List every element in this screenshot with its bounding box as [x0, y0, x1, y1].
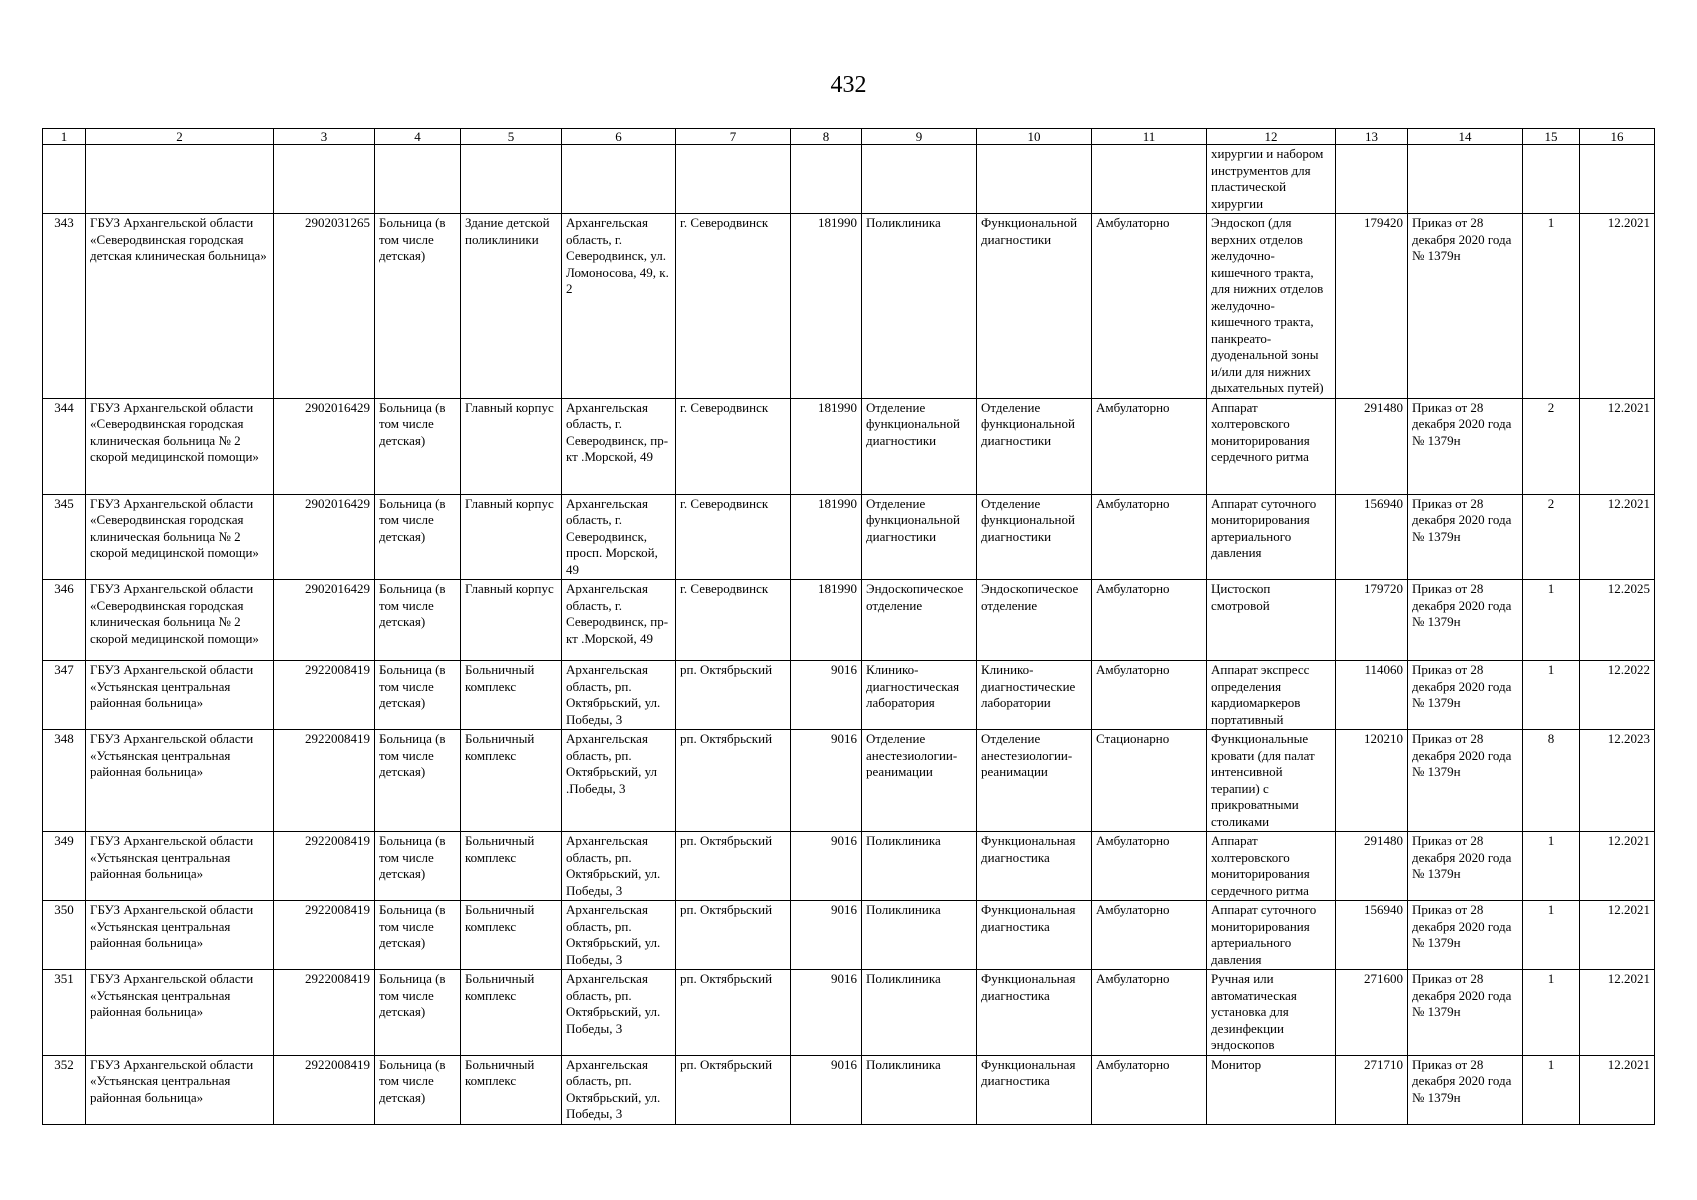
cost-cell: 156940 — [1336, 494, 1408, 580]
building-cell: Больничный комплекс — [461, 730, 562, 832]
inn-cell: 2922008419 — [274, 661, 375, 730]
quantity-cell: 1 — [1523, 970, 1580, 1056]
facility-type-cell: Больница (в том числе детская) — [375, 1055, 461, 1124]
equipment-continuation: хирургии и набором инструментов для пластической хирургии — [1207, 145, 1336, 214]
date-cell: 12.2021 — [1580, 214, 1655, 399]
care-type-cell: Амбулаторно — [1092, 661, 1207, 730]
inn-cell: 2922008419 — [274, 832, 375, 901]
date-cell: 12.2025 — [1580, 580, 1655, 661]
department-cell: Эндоскопическое отделение — [862, 580, 977, 661]
facility-type-cell: Больница (в том числе детская) — [375, 580, 461, 661]
equipment-cell: Аппарат суточного мониторирования артериального давления — [1207, 901, 1336, 970]
organization-cell: ГБУЗ Архангельской области «Устьянская центральная районная больница» — [86, 901, 274, 970]
organization-cell: ГБУЗ Архангельской области «Северодвинская городская клиническая больница № 2 скорой медицинской помощи» — [86, 494, 274, 580]
column-number-16: 16 — [1580, 129, 1655, 145]
row-number-cell: 349 — [43, 832, 86, 901]
care-type-cell: Амбулаторно — [1092, 901, 1207, 970]
column-number-row — [43, 129, 1655, 145]
column-number-7: 7 — [676, 129, 791, 145]
population-cell: 9016 — [791, 730, 862, 832]
inn-cell: 2922008419 — [274, 970, 375, 1056]
building-cell: Больничный комплекс — [461, 970, 562, 1056]
column-number-10: 10 — [977, 129, 1092, 145]
locality-cell: рп. Октябрьский — [676, 970, 791, 1056]
cost-cell: 179720 — [1336, 580, 1408, 661]
table-row — [43, 1055, 1655, 1124]
order-cell: Приказ от 28 декабря 2020 года № 1379н — [1408, 1055, 1523, 1124]
cost-cell: 114060 — [1336, 661, 1408, 730]
organization-cell: ГБУЗ Архангельской области «Северодвинская городская клиническая больница № 2 скорой медицинской помощи» — [86, 398, 274, 494]
date-cell: 12.2023 — [1580, 730, 1655, 832]
column-number-4: 4 — [375, 129, 461, 145]
department-cell: Поликлиника — [862, 970, 977, 1056]
column-number-3: 3 — [274, 129, 375, 145]
row-number-cell: 350 — [43, 901, 86, 970]
address-cell: Архангельская область, г. Северодвинск, ул. Ломоносова, 49, к. 2 — [562, 214, 676, 399]
department-profile-cell: Функциональная диагностика — [977, 901, 1092, 970]
column-number-14: 14 — [1408, 129, 1523, 145]
department-cell: Клинико-диагностическая лаборатория — [862, 661, 977, 730]
row-number-cell: 346 — [43, 580, 86, 661]
order-cell: Приказ от 28 декабря 2020 года № 1379н — [1408, 730, 1523, 832]
address-cell: Архангельская область, г. Северодвинск, пр-кт .Морской, 49 — [562, 580, 676, 661]
inn-cell: 2922008419 — [274, 901, 375, 970]
equipment-cell: Монитор — [1207, 1055, 1336, 1124]
table-row — [43, 494, 1655, 580]
column-number-13: 13 — [1336, 129, 1408, 145]
department-cell: Отделение анестезиологии-реанимации — [862, 730, 977, 832]
population-cell: 9016 — [791, 661, 862, 730]
department-profile-cell: Отделение анестезиологии-реанимации — [977, 730, 1092, 832]
quantity-cell: 1 — [1523, 901, 1580, 970]
table-row — [43, 580, 1655, 661]
locality-cell: г. Северодвинск — [676, 214, 791, 399]
building-cell: Больничный комплекс — [461, 661, 562, 730]
department-profile-cell: Клинико-диагностические лаборатории — [977, 661, 1092, 730]
order-cell: Приказ от 28 декабря 2020 года № 1379н — [1408, 398, 1523, 494]
column-number-1: 1 — [43, 129, 86, 145]
organization-cell: ГБУЗ Архангельской области «Северодвинская городская детская клиническая больница» — [86, 214, 274, 399]
building-cell: Здание детской поликлиники — [461, 214, 562, 399]
building-cell: Больничный комплекс — [461, 832, 562, 901]
organization-cell: ГБУЗ Архангельской области «Устьянская центральная районная больница» — [86, 1055, 274, 1124]
table-row — [43, 398, 1655, 494]
building-cell: Больничный комплекс — [461, 1055, 562, 1124]
building-cell: Главный корпус — [461, 494, 562, 580]
organization-cell: ГБУЗ Архангельской области «Устьянская центральная районная больница» — [86, 730, 274, 832]
facility-type-cell: Больница (в том числе детская) — [375, 901, 461, 970]
column-number-12: 12 — [1207, 129, 1336, 145]
population-cell: 181990 — [791, 214, 862, 399]
order-cell: Приказ от 28 декабря 2020 года № 1379н — [1408, 214, 1523, 399]
address-cell: Архангельская область, рп. Октябрьский, ул. Победы, 3 — [562, 970, 676, 1056]
population-cell: 181990 — [791, 580, 862, 661]
order-cell: Приказ от 28 декабря 2020 года № 1379н — [1408, 901, 1523, 970]
column-number-11: 11 — [1092, 129, 1207, 145]
order-cell: Приказ от 28 декабря 2020 года № 1379н — [1408, 970, 1523, 1056]
facility-type-cell: Больница (в том числе детская) — [375, 661, 461, 730]
page-number: 432 — [830, 72, 867, 98]
locality-cell: рп. Октябрьский — [676, 832, 791, 901]
row-number-cell: 348 — [43, 730, 86, 832]
register-table — [42, 128, 1655, 1125]
cost-cell: 179420 — [1336, 214, 1408, 399]
cost-cell: 120210 — [1336, 730, 1408, 832]
column-number-6: 6 — [562, 129, 676, 145]
locality-cell: г. Северодвинск — [676, 580, 791, 661]
locality-cell: рп. Октябрьский — [676, 730, 791, 832]
cost-cell: 291480 — [1336, 398, 1408, 494]
cost-cell: 156940 — [1336, 901, 1408, 970]
building-cell: Главный корпус — [461, 580, 562, 661]
department-profile-cell: Эндоскопическое отделение — [977, 580, 1092, 661]
inn-cell: 2902016429 — [274, 398, 375, 494]
cost-cell: 271600 — [1336, 970, 1408, 1056]
continuation-row — [43, 145, 1655, 214]
quantity-cell: 2 — [1523, 494, 1580, 580]
quantity-cell: 1 — [1523, 1055, 1580, 1124]
equipment-cell: Функциональные кровати (для палат интенсивной терапии) с прикроватными столиками — [1207, 730, 1336, 832]
quantity-cell: 1 — [1523, 832, 1580, 901]
locality-cell: рп. Октябрьский — [676, 1055, 791, 1124]
cost-cell: 271710 — [1336, 1055, 1408, 1124]
date-cell: 12.2021 — [1580, 832, 1655, 901]
table-row — [43, 661, 1655, 730]
column-number-5: 5 — [461, 129, 562, 145]
care-type-cell: Амбулаторно — [1092, 832, 1207, 901]
organization-cell: ГБУЗ Архангельской области «Устьянская центральная районная больница» — [86, 661, 274, 730]
department-profile-cell: Функциональная диагностика — [977, 1055, 1092, 1124]
date-cell: 12.2021 — [1580, 901, 1655, 970]
equipment-cell: Ручная или автоматическая установка для дезинфекции эндоскопов — [1207, 970, 1336, 1056]
row-number-cell: 344 — [43, 398, 86, 494]
quantity-cell: 1 — [1523, 661, 1580, 730]
date-cell: 12.2021 — [1580, 970, 1655, 1056]
table-row — [43, 901, 1655, 970]
facility-type-cell: Больница (в том числе детская) — [375, 970, 461, 1056]
quantity-cell: 1 — [1523, 580, 1580, 661]
facility-type-cell: Больница (в том числе детская) — [375, 214, 461, 399]
date-cell: 12.2021 — [1580, 494, 1655, 580]
care-type-cell: Амбулаторно — [1092, 398, 1207, 494]
equipment-cell: Аппарат холтеровского мониторирования сердечного ритма — [1207, 398, 1336, 494]
row-number-cell: 345 — [43, 494, 86, 580]
care-type-cell: Амбулаторно — [1092, 214, 1207, 399]
facility-type-cell: Больница (в том числе детская) — [375, 398, 461, 494]
order-cell: Приказ от 28 декабря 2020 года № 1379н — [1408, 580, 1523, 661]
address-cell: Архангельская область, рп. Октябрьский, ул. Победы, 3 — [562, 832, 676, 901]
organization-cell: ГБУЗ Архангельской области «Северодвинская городская клиническая больница № 2 скорой медицинской помощи» — [86, 580, 274, 661]
address-cell: Архангельская область, рп. Октябрьский, ул. Победы, 3 — [562, 661, 676, 730]
inn-cell: 2922008419 — [274, 730, 375, 832]
date-cell: 12.2021 — [1580, 398, 1655, 494]
equipment-cell: Аппарат экспресс определения кардиомаркеров портативный — [1207, 661, 1336, 730]
organization-cell: ГБУЗ Архангельской области «Устьянская центральная районная больница» — [86, 832, 274, 901]
locality-cell: рп. Октябрьский — [676, 661, 791, 730]
quantity-cell: 1 — [1523, 214, 1580, 399]
order-cell: Приказ от 28 декабря 2020 года № 1379н — [1408, 494, 1523, 580]
department-cell: Поликлиника — [862, 832, 977, 901]
equipment-cell: Аппарат суточного мониторирования артериального давления — [1207, 494, 1336, 580]
building-cell: Главный корпус — [461, 398, 562, 494]
department-cell: Отделение функциональной диагностики — [862, 494, 977, 580]
care-type-cell: Амбулаторно — [1092, 580, 1207, 661]
care-type-cell: Стационарно — [1092, 730, 1207, 832]
column-number-9: 9 — [862, 129, 977, 145]
address-cell: Архангельская область, г. Северодвинск, пр-кт .Морской, 49 — [562, 398, 676, 494]
department-profile-cell: Функциональной диагностики — [977, 214, 1092, 399]
department-cell: Отделение функциональной диагностики — [862, 398, 977, 494]
row-number-cell: 352 — [43, 1055, 86, 1124]
cost-cell: 291480 — [1336, 832, 1408, 901]
column-number-8: 8 — [791, 129, 862, 145]
population-cell: 9016 — [791, 901, 862, 970]
table-row — [43, 730, 1655, 832]
facility-type-cell: Больница (в том числе детская) — [375, 832, 461, 901]
order-cell: Приказ от 28 декабря 2020 года № 1379н — [1408, 661, 1523, 730]
organization-cell: ГБУЗ Архангельской области «Устьянская центральная районная больница» — [86, 970, 274, 1056]
inn-cell: 2902016429 — [274, 580, 375, 661]
address-cell: Архангельская область, рп. Октябрьский, ул. Победы, 3 — [562, 1055, 676, 1124]
date-cell: 12.2022 — [1580, 661, 1655, 730]
date-cell: 12.2021 — [1580, 1055, 1655, 1124]
population-cell: 9016 — [791, 970, 862, 1056]
table-row — [43, 970, 1655, 1056]
population-cell: 181990 — [791, 494, 862, 580]
table-row — [43, 214, 1655, 399]
department-cell: Поликлиника — [862, 1055, 977, 1124]
department-profile-cell: Отделение функциональной диагностики — [977, 494, 1092, 580]
department-profile-cell: Функциональная диагностика — [977, 832, 1092, 901]
population-cell: 181990 — [791, 398, 862, 494]
equipment-cell: Аппарат холтеровского мониторирования сердечного ритма — [1207, 832, 1336, 901]
row-number-cell: 351 — [43, 970, 86, 1056]
address-cell: Архангельская область, рп. Октябрьский, ул .Победы, 3 — [562, 730, 676, 832]
population-cell: 9016 — [791, 1055, 862, 1124]
care-type-cell: Амбулаторно — [1092, 494, 1207, 580]
locality-cell: рп. Октябрьский — [676, 901, 791, 970]
order-cell: Приказ от 28 декабря 2020 года № 1379н — [1408, 832, 1523, 901]
table-row — [43, 832, 1655, 901]
address-cell: Архангельская область, г. Северодвинск, просп. Морской, 49 — [562, 494, 676, 580]
inn-cell: 2902016429 — [274, 494, 375, 580]
column-number-2: 2 — [86, 129, 274, 145]
column-number-15: 15 — [1523, 129, 1580, 145]
department-profile-cell: Функциональная диагностика — [977, 970, 1092, 1056]
care-type-cell: Амбулаторно — [1092, 1055, 1207, 1124]
inn-cell: 2922008419 — [274, 1055, 375, 1124]
population-cell: 9016 — [791, 832, 862, 901]
care-type-cell: Амбулаторно — [1092, 970, 1207, 1056]
equipment-cell: Эндоскоп (для верхних отделов желудочно-кишечного тракта, для нижних отделов желудочно-кишечного тракта, панкреато-дуоденальной зоны и/или для нижних дыхательных путей) — [1207, 214, 1336, 399]
department-cell: Поликлиника — [862, 901, 977, 970]
department-profile-cell: Отделение функциональной диагностики — [977, 398, 1092, 494]
inn-cell: 2902031265 — [274, 214, 375, 399]
row-number-cell: 347 — [43, 661, 86, 730]
quantity-cell: 2 — [1523, 398, 1580, 494]
department-cell: Поликлиника — [862, 214, 977, 399]
quantity-cell: 8 — [1523, 730, 1580, 832]
locality-cell: г. Северодвинск — [676, 494, 791, 580]
row-number-cell: 343 — [43, 214, 86, 399]
equipment-cell: Цистоскоп смотровой — [1207, 580, 1336, 661]
facility-type-cell: Больница (в том числе детская) — [375, 494, 461, 580]
building-cell: Больничный комплекс — [461, 901, 562, 970]
locality-cell: г. Северодвинск — [676, 398, 791, 494]
facility-type-cell: Больница (в том числе детская) — [375, 730, 461, 832]
address-cell: Архангельская область, рп. Октябрьский, ул. Победы, 3 — [562, 901, 676, 970]
